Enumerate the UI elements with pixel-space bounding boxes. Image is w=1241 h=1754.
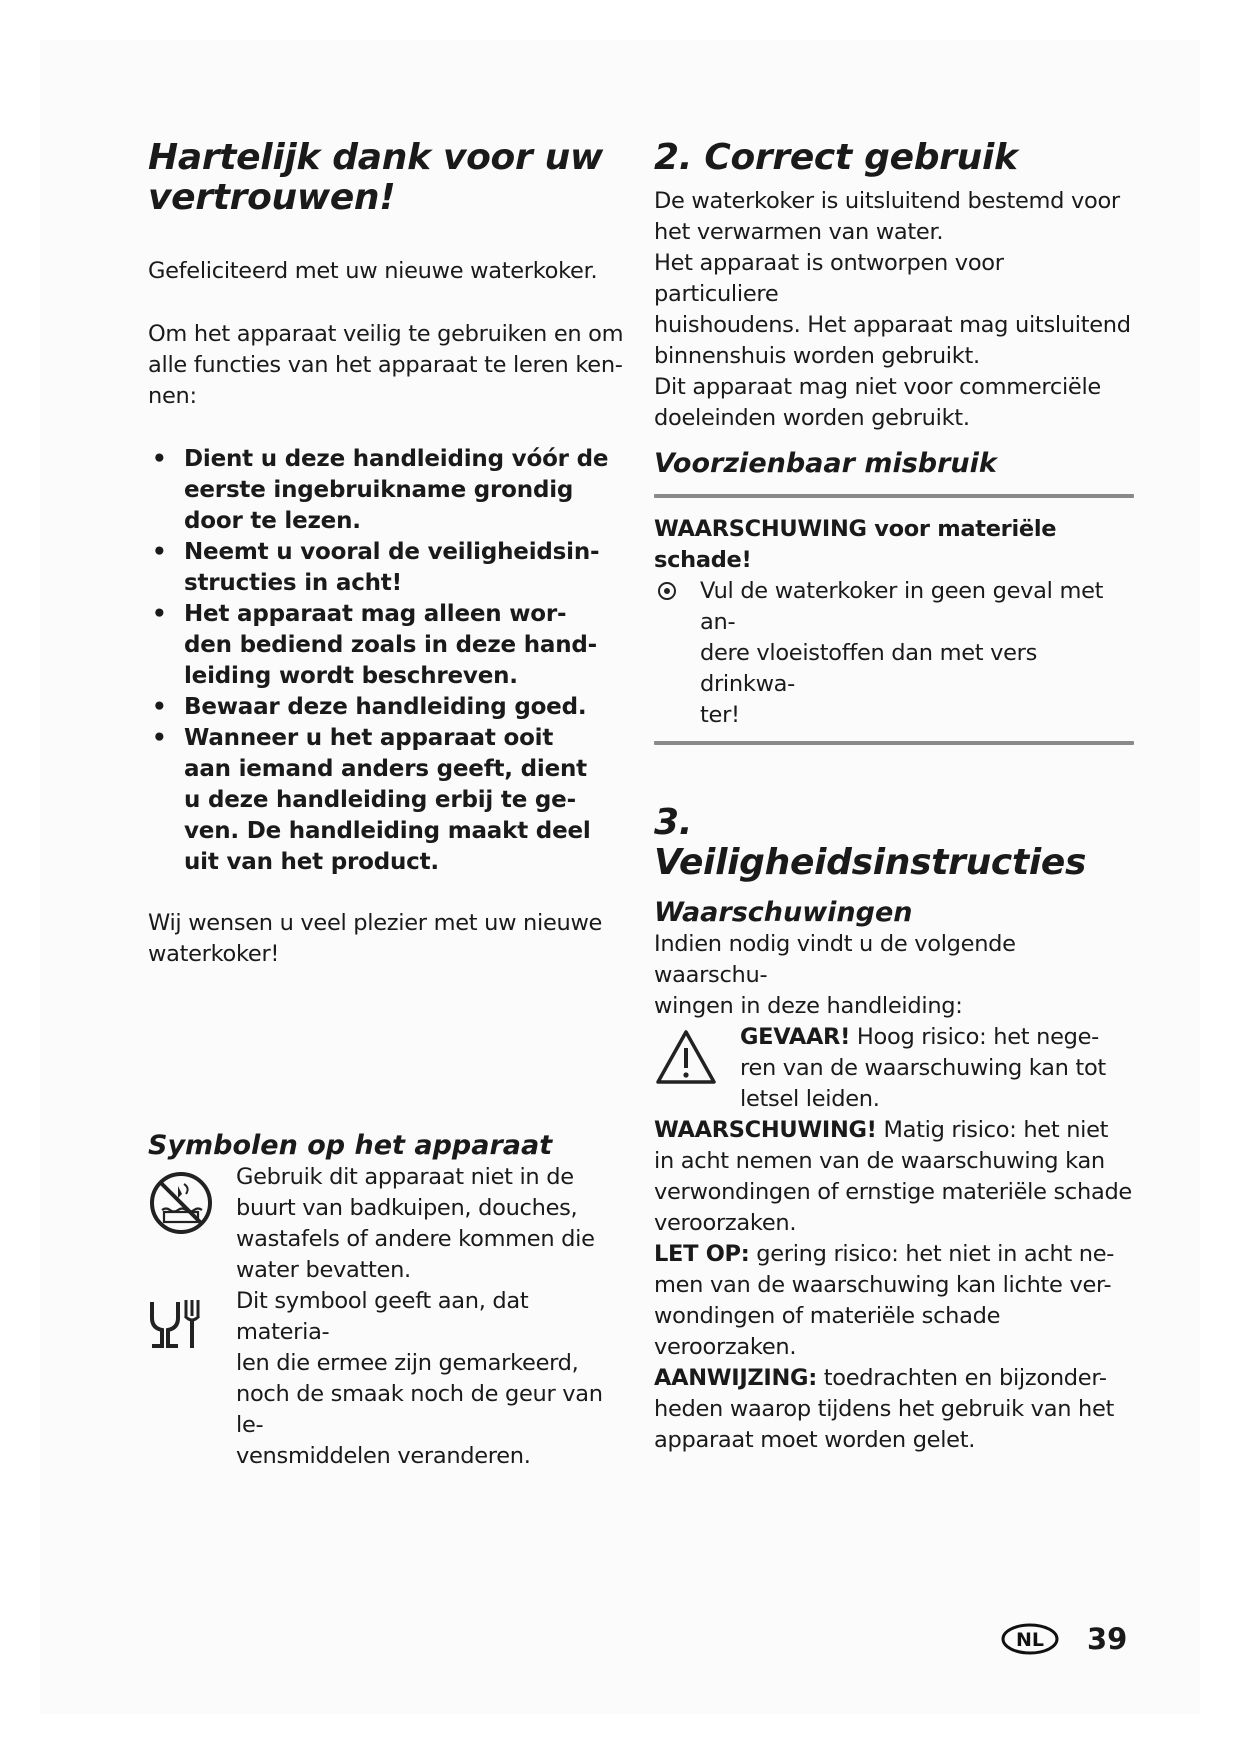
- symbol-description: Dit symbool geeft aan, dat materia- len die ermee zijn gemarkeerd, noch de smaak noch de geur van le- vensmiddelen veranderen.: [236, 1288, 603, 1469]
- list-item: • Bewaar deze handleiding goed.: [152, 694, 587, 720]
- misuse-heading: Voorzienbaar misbruik: [654, 448, 997, 479]
- warning-triangle-icon: [654, 1022, 740, 1090]
- list-item: • Het apparaat mag alleen wor- den bediend zoals in deze hand- leiding wordt beschreven.: [152, 601, 597, 689]
- caution-text: LET OP: gering risico: het niet in acht ne- men van de waarschuwing kan lichte ver- wondingen of materiële schade veroorzaken.: [654, 1241, 1115, 1360]
- list-item: • Dient u deze handleiding vóór de eerste ingebruikname grondig door te lezen.: [152, 446, 609, 534]
- left-column: [148, 138, 628, 1472]
- danger-block: [654, 1022, 1134, 1115]
- target-bullet-icon: [656, 580, 678, 602]
- symbol-row: [148, 1286, 628, 1472]
- section-2-text: De waterkoker is uitsluitend bestemd voor het verwarmen van water. Het apparaat is ontworpen voor particuliere huishoudens. Het apparaat mag uitsluitend binnenshuis worden gebruikt. Dit apparaat mag niet voor commerciële doeleinden worden gebruikt.: [654, 188, 1131, 431]
- intro-paragraph: Om het apparaat veilig te gebruiken en om alle functies van het apparaat te leren ken- nen:: [148, 321, 624, 409]
- page-number: 39: [1087, 1622, 1128, 1656]
- divider: [654, 494, 1134, 498]
- symbols-heading: Symbolen op het apparaat: [148, 1130, 553, 1161]
- list-item: • Wanneer u het apparaat ooit aan iemand anders geeft, dient u deze handleiding erbij te ge- ven. De handleiding maakt deel uit van het product.: [152, 725, 591, 875]
- note-text: AANWIJZING: toedrachten en bijzonder- heden waarop tijdens het gebruik van het apparaat moet worden gelet.: [654, 1365, 1115, 1453]
- language-badge: [1000, 1622, 1060, 1656]
- language-code: NL: [1015, 1629, 1045, 1651]
- symbol-description: Gebruik dit apparaat niet in de buurt van badkuipen, douches, wastafels of andere kommen die water bevatten.: [236, 1164, 595, 1283]
- section-2-title: 2. Correct gebruik: [654, 137, 1018, 178]
- food-safe-icon: [148, 1286, 236, 1358]
- divider: [654, 741, 1134, 745]
- danger-text: GEVAAR! Hoog risico: het nege- ren van de waarschuwing kan tot letsel leiden.: [740, 1024, 1106, 1112]
- symbol-row: [148, 1162, 628, 1286]
- warnings-intro: Indien nodig vindt u de volgende waarschu- wingen in deze handleiding:: [654, 931, 1016, 1019]
- no-water-bath-icon: [148, 1162, 236, 1240]
- warnings-heading: Waarschuwingen: [654, 897, 913, 928]
- congrats-text: Gefeliciteerd met uw nieuwe waterkoker.: [148, 258, 598, 284]
- instruction-list: [148, 444, 628, 878]
- right-column: [654, 138, 1134, 1456]
- thanks-title: Hartelijk dank voor uw vertrouwen!: [148, 137, 603, 218]
- list-item: • Neemt u vooral de veiligheidsin- structies in acht!: [152, 539, 600, 596]
- warning-level-text: WAARSCHUWING! Matig risico: het niet in acht nemen van de waarschuwing kan verwondingen of ernstige materiële schade veroorzaken.: [654, 1117, 1132, 1236]
- material-warning-title: WAARSCHUWING voor materiële schade!: [654, 516, 1057, 573]
- closing-paragraph: Wij wensen u veel plezier met uw nieuwe waterkoker!: [148, 910, 603, 967]
- section-3-title: 3. Veiligheidsinstructies: [654, 802, 1087, 883]
- material-warning-item: Vul de waterkoker in geen geval met an- dere vloeistoffen dan met vers drinkwa- ter!: [654, 576, 1134, 731]
